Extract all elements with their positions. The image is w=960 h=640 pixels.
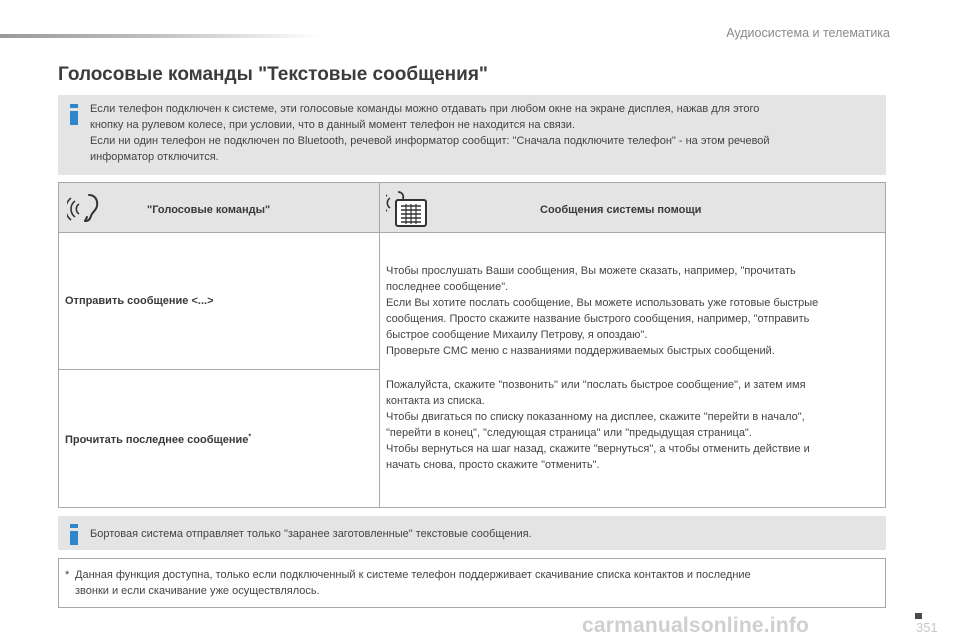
- info-icon: [70, 524, 78, 545]
- table-header-help-messages: [380, 183, 885, 233]
- help-line: контакта из списка.: [386, 395, 485, 407]
- help-line: быстрое сообщение Михаилу Петрову, я опоздаю".: [386, 329, 648, 341]
- section-title: Аудиосистема и телематика: [726, 26, 890, 40]
- page-corner-mark: [915, 613, 922, 619]
- voice-commands-table: [58, 182, 886, 508]
- voice-command-icon: [67, 191, 101, 225]
- help-text-block: [386, 263, 881, 359]
- command-read-last-message: [65, 434, 251, 446]
- info-text-bottom: Бортовая система отправляет только "заранее заготовленные" текстовые сообщения.: [90, 528, 532, 540]
- help-line: Пожалуйста, скажите "позвонить" или "послать быстрое сообщение", и затем имя: [386, 379, 806, 391]
- info-icon: [70, 104, 78, 125]
- header-voice-commands-label: "Голосовые команды": [147, 204, 271, 216]
- table-header-voice-commands: [59, 183, 379, 233]
- page-title: Голосовые команды "Текстовые сообщения": [58, 64, 488, 85]
- footnote-box: [58, 558, 886, 608]
- command-send-message: [65, 295, 214, 307]
- footnote-marker: *: [248, 433, 252, 441]
- command-label: Прочитать последнее сообщение: [65, 434, 249, 446]
- help-line: Если Вы хотите послать сообщение, Вы можете использовать уже готовые быстрые: [386, 297, 819, 309]
- footnote-mark: *: [65, 569, 70, 581]
- command-label: Отправить сообщение <...>: [65, 295, 214, 307]
- info-box-bottom: [58, 516, 886, 550]
- footnote-line: звонки и если скачивание уже осуществлялось.: [75, 585, 320, 597]
- info-line: Если ни один телефон не подключен по Bluetooth, речевой информатор сообщит: "Сначала подключите телефон" - на этом речевой: [90, 135, 770, 147]
- info-line: кнопку на рулевом колесе, при условии, что в данный момент телефон не находится на связи.: [90, 119, 575, 131]
- header-gradient-bar: [0, 34, 320, 38]
- watermark: carmanualsonline.info: [582, 614, 810, 637]
- help-line: начать снова, просто скажите "отменить".: [386, 459, 600, 471]
- header-help-messages-label: Сообщения системы помощи: [540, 204, 702, 216]
- table-header-row: [59, 183, 885, 233]
- info-box-top: [58, 95, 886, 175]
- info-line: Если телефон подключен к системе, эти голосовые команды можно отдавать при любом окне на экране дисплея, нажав для этого: [90, 103, 760, 115]
- help-text-block: [386, 377, 881, 473]
- footnote-text: Данная функция доступна, только если подключенный к системе телефон поддерживает скачивание списка контактов и последние: [75, 569, 751, 581]
- help-line: Чтобы двигаться по списку показанному на дисплее, скажите "перейти в начало",: [386, 411, 805, 423]
- screen-help-icon: [386, 188, 430, 230]
- help-line: последнее сообщение".: [386, 281, 509, 293]
- info-text-top: [90, 101, 872, 165]
- table-row-divider: [59, 369, 379, 370]
- info-line: информатор отключится.: [90, 151, 219, 163]
- help-line: сообщения. Просто скажите название быстрого сообщения, например, "отправить: [386, 313, 810, 325]
- help-line: Чтобы прослушать Ваши сообщения, Вы можете сказать, например, "прочитать: [386, 265, 796, 277]
- table-column-divider: [379, 183, 380, 507]
- help-line: "перейти в конец", "следующая страница" или "предыдущая страница".: [386, 427, 752, 439]
- page-number: 351: [916, 620, 938, 635]
- footnote-line: [65, 567, 875, 583]
- help-line: Проверьте СМС меню с названиями поддерживаемых быстрых сообщений.: [386, 345, 775, 357]
- help-line: Чтобы вернуться на шаг назад, скажите "вернуться", а чтобы отменить действие и: [386, 443, 810, 455]
